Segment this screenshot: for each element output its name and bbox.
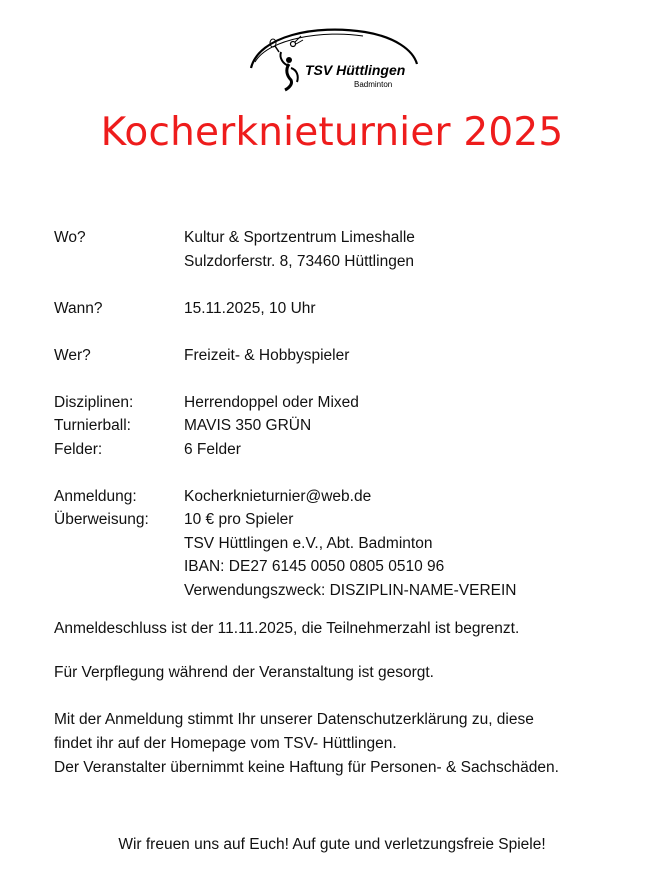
date-value: 15.11.2025, 10 Uhr xyxy=(184,299,316,317)
disciplines-label: Disziplinen: xyxy=(54,393,134,411)
registration-label: Anmeldung: xyxy=(54,487,137,505)
disciplines-value: Herrendoppel oder Mixed xyxy=(184,393,359,411)
participants-label: Wer? xyxy=(54,346,91,364)
page-title: Kocherknieturnier 2025 xyxy=(100,110,564,155)
location-venue: Kultur & Sportzentrum Limeshalle xyxy=(184,229,415,246)
privacy-note-line1: Mit der Anmeldung stimmt Ihr unserer Datenschutzerklärung zu, diese xyxy=(54,711,534,728)
courts-value: 6 Felder xyxy=(184,440,241,458)
transfer-reference: Verwendungszweck: DISZIPLIN-NAME-VEREIN xyxy=(184,581,517,599)
shuttle-label: Turnierball: xyxy=(54,417,131,434)
deadline-note: Anmeldeschluss ist der 11.11.2025, die Teilnehmerzahl ist begrenzt. xyxy=(54,620,520,637)
participants-value: Freizeit- & Hobbyspieler xyxy=(184,346,350,364)
liability-note: Der Veranstalter übernimmt keine Haftung für Personen- & Sachschäden. xyxy=(54,759,559,776)
courts-label: Felder: xyxy=(54,440,103,458)
location-address: Sulzdorferstr. 8, 73460 Hüttlingen xyxy=(184,252,415,270)
transfer-account-holder: TSV Hüttlingen e.V., Abt. Badminton xyxy=(184,534,433,552)
shuttle-value: MAVIS 350 GRÜN xyxy=(184,417,312,434)
transfer-iban: IBAN: DE27 6145 0050 0805 0510 96 xyxy=(184,558,445,575)
logo-subtitle: Badminton xyxy=(354,80,393,89)
privacy-note-line2: findet ihr auf der Homepage vom TSV- Hüttlingen. xyxy=(54,735,397,752)
logo-club-name: TSV Hüttlingen xyxy=(305,62,406,78)
date-label: Wann? xyxy=(54,299,103,317)
badminton-player-icon xyxy=(245,22,425,94)
registration-email[interactable]: Kocherknieturnier@web.de xyxy=(184,487,372,505)
closing-message: Wir freuen uns auf Euch! Auf gute und verletzungsfreie Spiele! xyxy=(118,836,546,853)
club-logo xyxy=(245,22,425,94)
location-label: Wo? xyxy=(54,229,86,246)
catering-note: Für Verpflegung während der Veranstaltung ist gesorgt. xyxy=(54,664,434,681)
transfer-label: Überweisung: xyxy=(54,511,149,528)
transfer-fee: 10 € pro Spieler xyxy=(184,511,294,528)
